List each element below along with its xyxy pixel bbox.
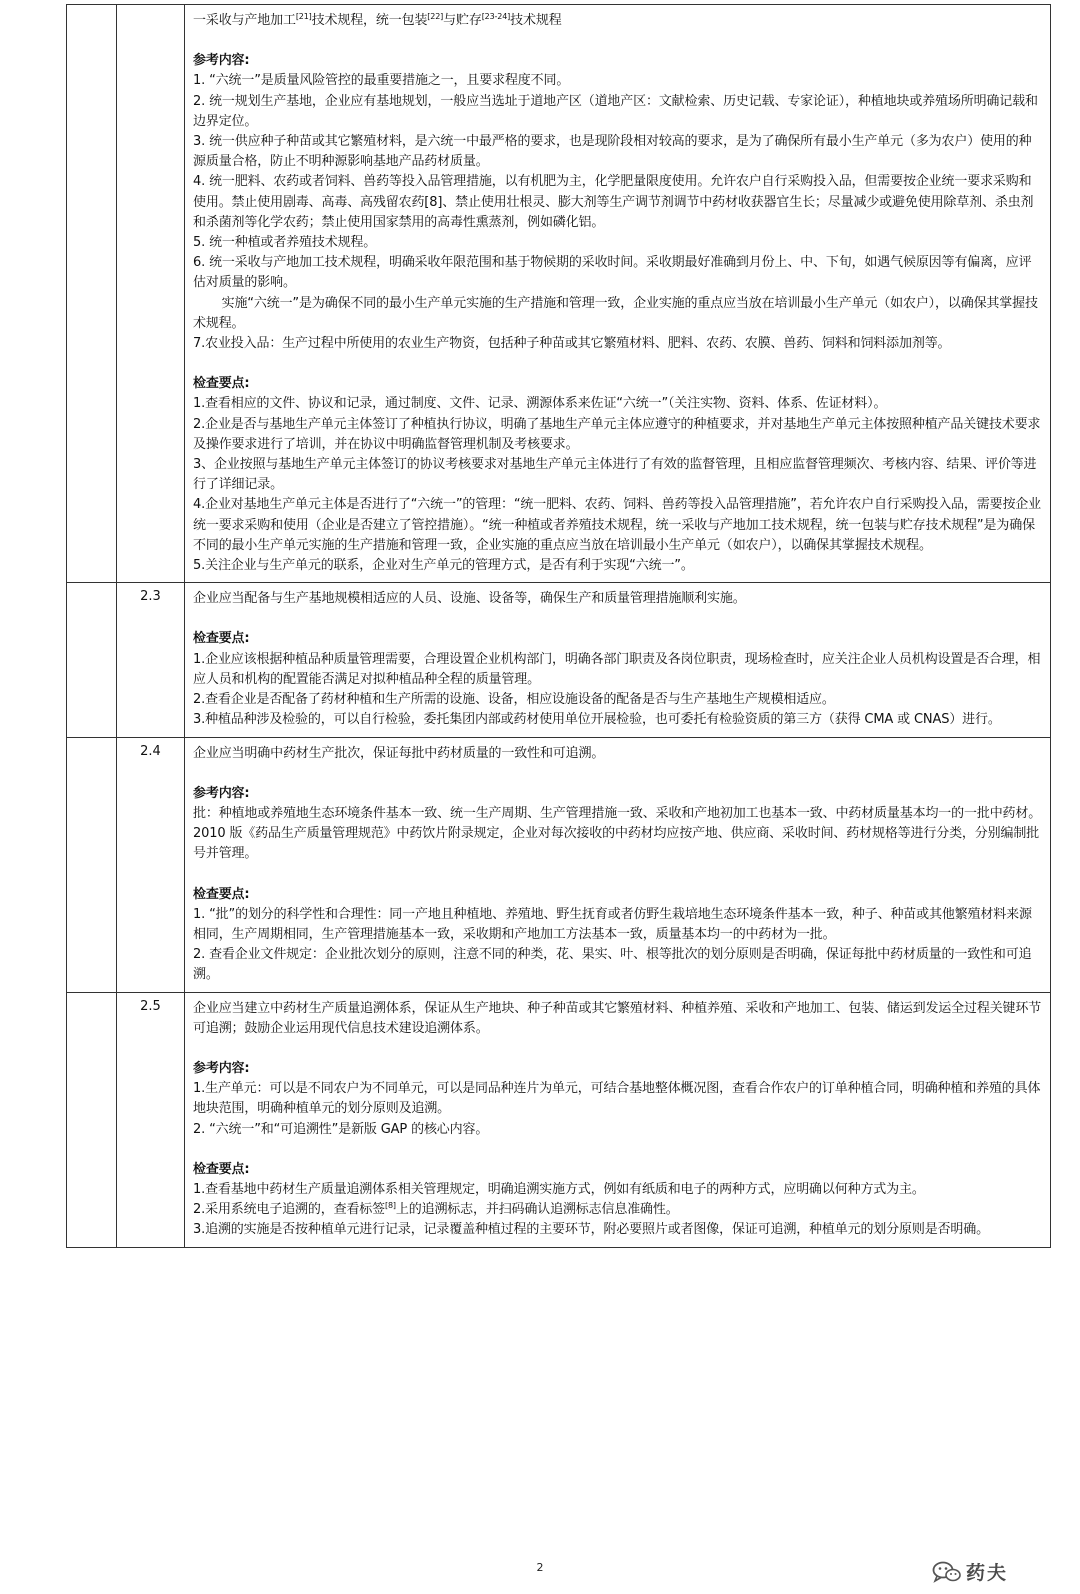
reference-heading: 参考内容: <box>193 1060 250 1076</box>
table-row <box>67 583 1051 737</box>
reference-heading: 参考内容: <box>193 785 250 801</box>
check-heading: 检查要点: <box>193 886 250 902</box>
content-cell <box>185 583 1051 737</box>
reference-item: 4. 统一肥料、农药或者饲料、兽药等投入品管理措施，以有机肥为主，化学肥量限度使用。允许农户自行采购投入品，但需要按企业统一要求采购和使用。禁止使用剧毒、高毒、高残留农药[8]、禁止使用壮根灵、膨大剂等生产调节剂调节中药材收获器官生长；尽量减少或避免使用除草剂、杀虫剂和杀菌剂等化学农药；禁止使用国家禁用的高毒性熏蒸剂，例如磷化铝。 <box>193 174 1034 230</box>
reference-item: 批：种植地或养殖地生态环境条件基本一致、统一生产周期、生产管理措施一致、采收和产地初加工也基本一致、中药材质量基本均一的一批中药材。 <box>193 805 1042 821</box>
document-table <box>66 4 1051 1248</box>
reference-item: 2010 版《药品生产质量管理规范》中药饮片附录规定，企业对每次接收的中药材均应按产地、供应商、采收时间、药材规格等进行分类，分别编制批号并管理。 <box>193 826 1040 862</box>
reference-item: 1.生产单元：可以是不同农户为不同单元，可以是同品种连片为单元，可结合基地整体概况图，查看合作农户的订单种植合同，明确种植和养殖的具体地块范围，明确种植单元的划分原则及追溯。 <box>193 1081 1041 1117</box>
check-heading: 检查要点: <box>193 376 250 392</box>
check-heading: 检查要点: <box>193 1161 250 1177</box>
table-row <box>67 737 1051 992</box>
check-item: 3.种植品种涉及检验的，可以自行检验，委托集团内部或药材使用单位开展检验，也可委托有检验资质的第三方（获得 CMA 或 CNAS）进行。 <box>193 712 1001 728</box>
item-number: 2.5 <box>117 992 185 1247</box>
section-cell <box>67 737 117 992</box>
check-item: 5.关注企业与生产单元的联系，企业对生产单元的管理方式，是否有利于实现“六统一”。 <box>193 558 694 574</box>
reference-item: 2. 统一规划生产基地，企业应有基地规划，一般应当选址于道地产区（道地产区：文献检索、历史记载、专家论证），种植地块或养殖场所明确记载和边界定位。 <box>193 93 1038 129</box>
wechat-icon <box>932 1560 962 1584</box>
check-item: 1.查看相应的文件、协议和记录，通过制度、文件、记录、溯源体系来佐证“六统一”（关注实物、资料、体系、佐证材料）。 <box>193 396 887 412</box>
reference-item: 3. 统一供应种子种苗或其它繁殖材料，是六统一中最严格的要求，也是现阶段相对较高的要求，是为了确保所有最小生产单元（多为农户）使用的种源质量合格，防止不明种源影响基地产品药材质量。 <box>193 134 1032 170</box>
content-cell <box>185 5 1051 583</box>
item-number-cell <box>117 5 185 583</box>
check-item: 2. 查看企业文件规定：企业批次划分的原则，注意不同的种类，花、果实、叶、根等批次的划分原则是否明确，保证每批中药材质量的一致性和可追溯。 <box>193 947 1032 983</box>
section-cell <box>67 583 117 737</box>
item-number: 2.3 <box>117 583 185 737</box>
watermark-text: 药夫 <box>966 1562 1009 1584</box>
section-cell <box>67 5 117 583</box>
reference-item: 5. 统一种植或者养殖技术规程。 <box>193 235 377 251</box>
content-cell <box>185 992 1051 1247</box>
check-item: 2.企业是否与基地生产单元主体签订了种植执行协议，明确了基地生产单元主体应遵守的种植要求，并对基地生产单元主体按照种植产品关键技术要求及操作要求进行了培训，并在协议中明确监督管理机制及考核要求。 <box>193 416 1041 452</box>
check-item: 1. “批”的划分的科学性和合理性：同一产地且种植地、养殖地、野生抚育或者仿野生栽培地生态环境条件基本一致，种子、种苗或其他繁殖材料来源相同，生产周期相同，生产管理措施基本一致，采收期和产地加工方法基本一致，质量基本均一的中药材为一批。 <box>193 906 1032 942</box>
reference-item: 6. 统一采收与产地加工技术规程，明确采收年限范围和基于物候期的采收时间。采收期最好准确到月份上、中、下旬，如遇气候原因等有偏离，应评估对质量的影响。 <box>193 255 1032 291</box>
block-intro: 企业应当明确中药材生产批次，保证每批中药材质量的一致性和可追溯。 <box>193 745 605 761</box>
watermark <box>932 1558 1008 1585</box>
page-number: 2 <box>536 1561 544 1574</box>
block-intro: 一采收与产地加工[21]技术规程，统一包装[22]与贮存[23-24]技术规程 <box>193 12 562 28</box>
check-item: 1.查看基地中药材生产质量追溯体系相关管理规定，明确追溯实施方式，例如有纸质和电子的两种方式，应明确以何种方式为主。 <box>193 1181 925 1197</box>
reference-heading: 参考内容: <box>193 53 250 69</box>
block-intro: 企业应当配备与生产基地规模相适应的人员、设施、设备等，确保生产和质量管理措施顺利实施。 <box>193 591 746 607</box>
check-item: 2.采用系统电子追溯的，查看标签[8]上的追溯标志，并扫码确认追溯标志信息准确性。 <box>193 1201 679 1218</box>
check-heading: 检查要点: <box>193 631 250 647</box>
table-row <box>67 992 1051 1247</box>
reference-item: 2. “六统一”和“可追溯性”是新版 GAP 的核心内容。 <box>193 1121 489 1137</box>
table-row <box>67 5 1051 583</box>
check-item: 4.企业对基地生产单元主体是否进行了“六统一”的管理：“统一肥料、农药、饲料、兽药等投入品管理措施”，若允许农户自行采购投入品，需要按企业统一要求采购和使用（企业是否建立了管控措施）。“统一种植或者养殖技术规程，统一采收与产地加工技术规程，统一包装与贮存技术规程”是为确保不同的最小生产单元实施的生产措施和管理一致，企业实施的重点应当放在培训最小生产单元（如农户），以确保其掌握技术规程。 <box>193 497 1041 553</box>
content-cell <box>185 737 1051 992</box>
section-cell <box>67 992 117 1247</box>
reference-note: 实施“六统一”是为确保不同的最小生产单元实施的生产措施和管理一致，企业实施的重点应当放在培训最小生产单元（如农户），以确保其掌握技术规程。 <box>193 295 1038 331</box>
check-item: 1.企业应该根据种植品种质量管理需要，合理设置企业机构部门，明确各部门职责及各岗位职责，现场检查时，应关注企业人员机构设置是否合理，相应人员和机构的配置能否满足对拟种植品种全程的质量管理。 <box>193 651 1041 687</box>
check-item: 2.查看企业是否配备了药材种植和生产所需的设施、设备，相应设施设备的配备是否与生产基地生产规模相适应。 <box>193 692 835 708</box>
check-item: 3.追溯的实施是否按种植单元进行记录，记录覆盖种植过程的主要环节，附必要照片或者图像，保证可追溯，种植单元的划分原则是否明确。 <box>193 1222 989 1238</box>
reference-item: 7.农业投入品：生产过程中所使用的农业生产物资，包括种子种苗或其它繁殖材料、肥料、农药、农膜、兽药、饲料和饲料添加剂等。 <box>193 336 951 352</box>
reference-item: 1. “六统一”是质量风险管控的最重要措施之一，且要求程度不同。 <box>193 73 570 89</box>
check-item: 3、企业按照与基地生产单元主体签订的协议考核要求对基地生产单元主体进行了有效的监督管理，且相应监督管理频次、考核内容、结果、评价等进行了详细记录。 <box>193 457 1037 493</box>
item-number: 2.4 <box>117 737 185 992</box>
block-intro: 企业应当建立中药材生产质量追溯体系，保证从生产地块、种子种苗或其它繁殖材料、种植养殖、采收和产地加工、包装、储运到发运全过程关键环节可追溯；鼓励企业运用现代信息技术建设追溯体系。 <box>193 1000 1042 1036</box>
